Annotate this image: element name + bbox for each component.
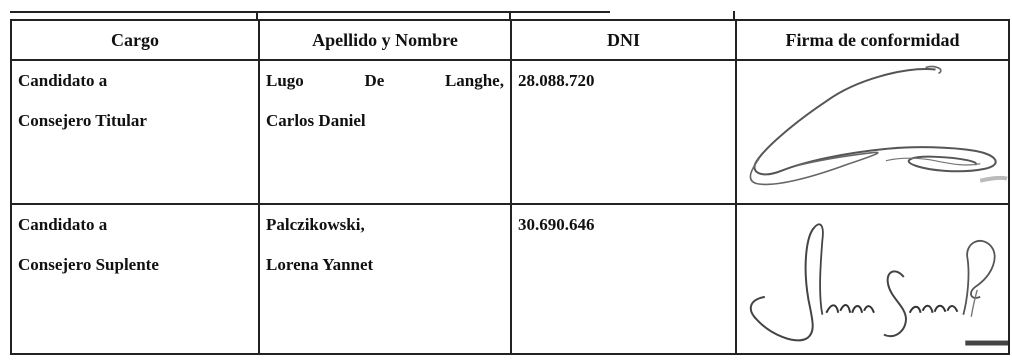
cell-cargo — [11, 204, 259, 354]
cell-dni: 30.690.646 — [511, 204, 736, 354]
top-rule — [10, 11, 610, 13]
cell-firma — [736, 204, 1009, 354]
table-row — [11, 204, 1009, 354]
candidates-table — [10, 19, 1010, 355]
nombre-line — [266, 61, 504, 101]
table-header-row — [11, 20, 1009, 60]
nombre-line: Lorena Yannet — [266, 255, 374, 274]
nombre-word: Langhe, — [444, 71, 504, 90]
cell-dni: 28.088.720 — [511, 60, 736, 204]
nombre-line: Carlos Daniel — [266, 111, 366, 130]
header-cargo: Cargo — [11, 20, 259, 60]
signature-scribble-icon — [737, 61, 1008, 203]
nombre-line: Palczikowski, — [266, 215, 365, 234]
nombre-word: De — [364, 71, 385, 90]
table-row — [11, 60, 1009, 204]
cell-nombre — [259, 60, 511, 204]
cargo-line: Candidato a — [18, 71, 108, 90]
cell-cargo — [11, 60, 259, 204]
nombre-word: Lugo — [266, 71, 304, 90]
cargo-line: Consejero Suplente — [18, 255, 159, 274]
cell-firma — [736, 60, 1009, 204]
header-dni: DNI — [511, 20, 736, 60]
cargo-line: Consejero Titular — [18, 111, 147, 130]
header-apellido-nombre: Apellido y Nombre — [259, 20, 511, 60]
cargo-line: Candidato a — [18, 215, 108, 234]
cell-nombre — [259, 204, 511, 354]
header-firma: Firma de conformidad — [736, 20, 1009, 60]
signature-script-icon — [737, 205, 1008, 353]
